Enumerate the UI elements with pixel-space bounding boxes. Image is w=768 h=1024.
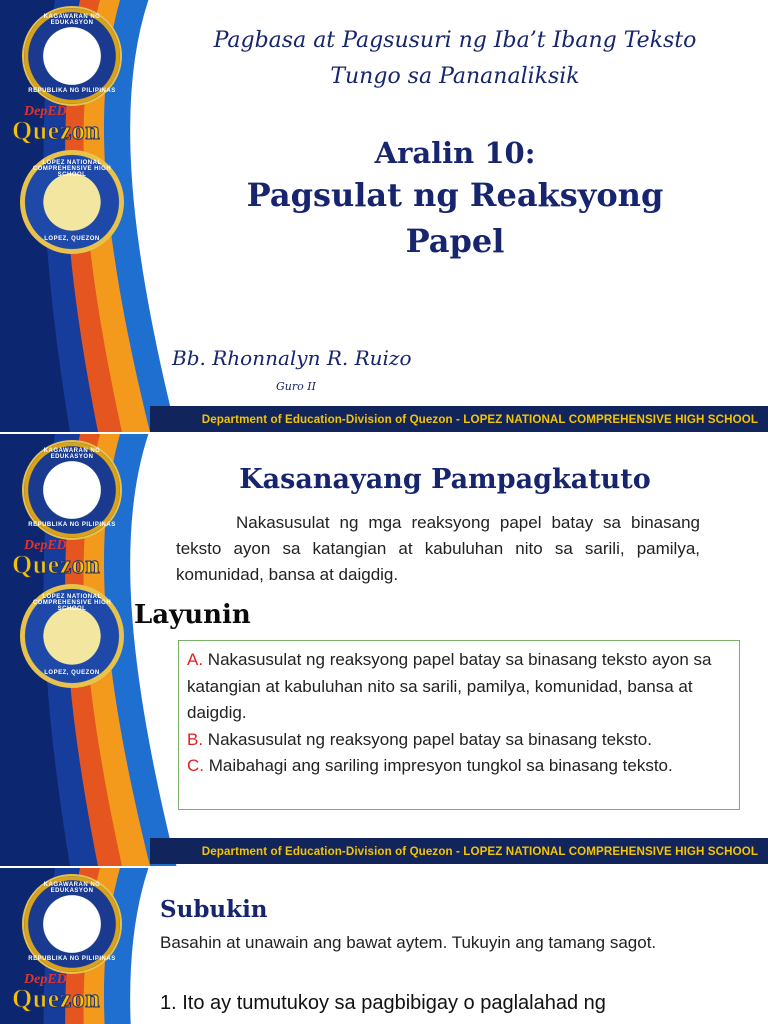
course-title-line1: Pagbasa at Pagsusuri ng Iba’t Ibang Teksto [213, 28, 697, 53]
objectives-title: Layunin [134, 600, 251, 630]
objective-text: Nakasusulat ng reaksyong papel batay sa binasang teksto. [203, 729, 652, 749]
footer-banner [150, 838, 768, 864]
deped-seal-text: KAGAWARAN NG EDUKASYON [43, 14, 101, 26]
footer-text: Department of Education-Division of Quezon - LOPEZ NATIONAL COMPREHENSIVE HIGH SCHOOL [201, 844, 758, 858]
pretest-heading: Subukin [160, 896, 268, 923]
school-seal-logo [20, 150, 124, 254]
objective-letter: B. [187, 729, 204, 749]
deped-seal-text: KAGAWARAN NG EDUKASYON [43, 448, 101, 460]
deped-quezon-logo [8, 972, 126, 1016]
pretest-instruction: Basahin at unawain ang bawat aytem. Tukuyin ang tamang sagot. [160, 933, 657, 952]
school-seal-logo [20, 584, 124, 688]
pretest-item-1: 1. Ito ay tumutukoy sa pagbibigay o paglalahad ng [160, 992, 606, 1014]
lesson-title-line1: Pagsulat ng Reaksyong [246, 176, 664, 214]
deped-seal-subtext: REPUBLIKA NG PILIPINAS [28, 522, 116, 528]
deped-seal-logo [22, 6, 122, 106]
footer-banner [150, 406, 768, 432]
course-title-line2: Tungo sa Pananaliksik [330, 64, 580, 89]
objective-text: Maibahagi ang sariling impresyon tungkol sa binasang teksto. [204, 756, 673, 775]
school-seal-text: LOPEZ NATIONAL COMPREHENSIVE HIGH SCHOOL [32, 160, 112, 178]
competency-heading: Kasanayang Pampagkatuto [239, 464, 651, 495]
objective-letter: C. [187, 756, 204, 775]
school-seal-text: LOPEZ NATIONAL COMPREHENSIVE HIGH SCHOOL [32, 594, 112, 612]
school-seal-subtext: LOPEZ, QUEZON [44, 670, 100, 676]
deped-quezon-word: Quezon [12, 550, 101, 579]
deped-quezon-logo [8, 104, 126, 148]
deped-seal-text: KAGAWARAN NG EDUKASYON [43, 882, 101, 894]
deped-quezon-top: DepED [24, 972, 67, 987]
deped-quezon-word: Quezon [12, 984, 101, 1013]
author-role: Guro II [276, 380, 316, 393]
school-seal-subtext: LOPEZ, QUEZON [44, 236, 100, 242]
deped-quezon-top: DepED [24, 104, 67, 119]
footer-text: Department of Education-Division of Quezon - LOPEZ NATIONAL COMPREHENSIVE HIGH SCHOOL [201, 412, 758, 426]
objective-text: Nakasusulat ng reaksyong papel batay sa binasang teksto ayon sa katangian at kabuluhan nito sa sarili, pamilya, komunidad, bansa at daigdig. [187, 650, 712, 722]
lesson-number: Aralin 10: [374, 136, 536, 170]
deped-seal-logo [22, 874, 122, 974]
competency-paragraph: Nakasusulat ng mga reaksyong papel batay sa binasang teksto ayon sa katangian at kabuluhan nito sa sarili, pamilya, komunidad, bansa at daigdig. [176, 513, 700, 584]
author-name: Bb. Rhonnalyn R. Ruizo [172, 346, 412, 370]
deped-seal-logo [22, 440, 122, 540]
deped-quezon-top: DepED [24, 538, 67, 553]
slide-pretest [0, 868, 768, 1024]
lesson-title-line2: Papel [405, 222, 505, 260]
deped-seal-subtext: REPUBLIKA NG PILIPINAS [28, 956, 116, 962]
deped-quezon-word: Quezon [12, 116, 101, 145]
objectives-box [178, 640, 740, 810]
slide-title [0, 0, 768, 432]
objective-item [187, 753, 731, 780]
objective-item [187, 647, 731, 727]
objective-letter: A. [187, 650, 204, 669]
slide-objectives [0, 434, 768, 866]
deped-seal-subtext: REPUBLIKA NG PILIPINAS [28, 88, 116, 94]
objective-item [187, 727, 731, 754]
deped-quezon-logo [8, 538, 126, 582]
